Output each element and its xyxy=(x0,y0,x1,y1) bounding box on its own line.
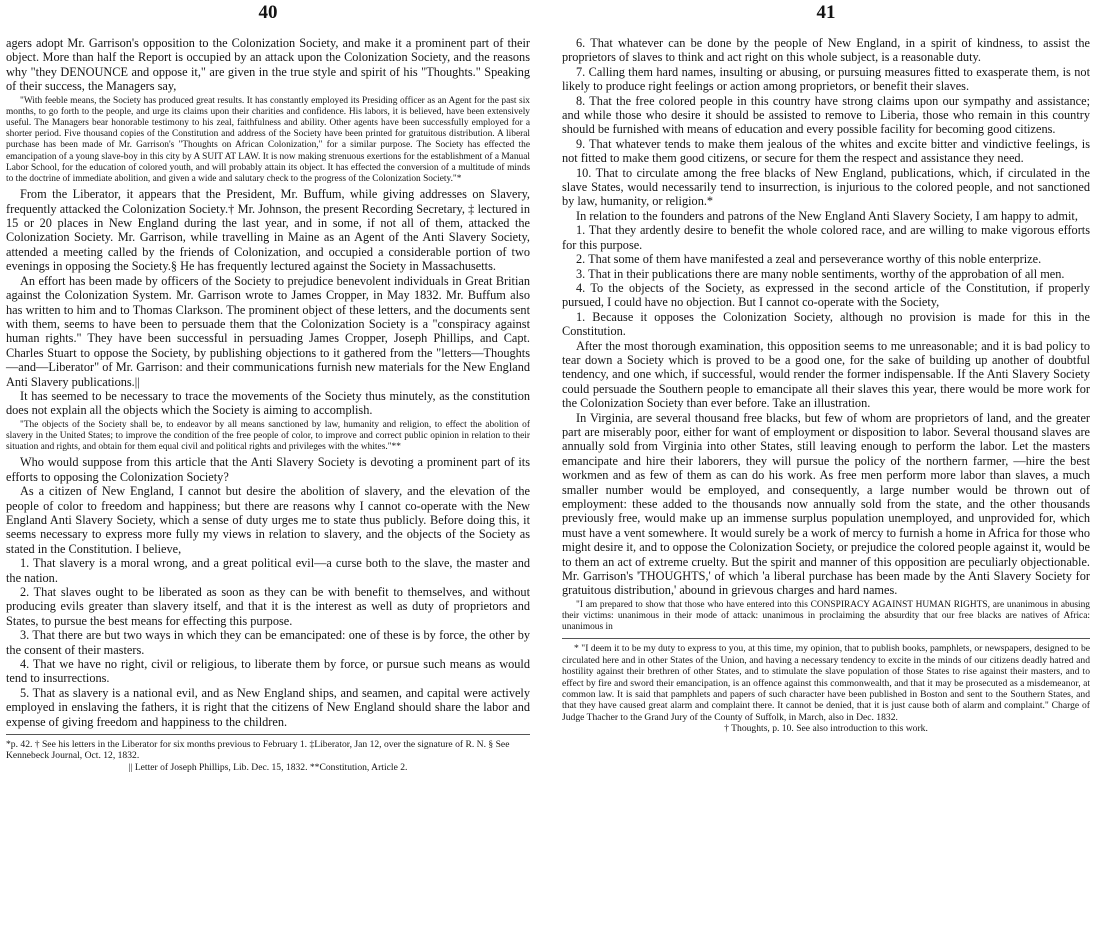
paragraph-relation: In relation to the founders and patrons of the New England Anti Slavery Society, I am happy to admit, xyxy=(576,208,1078,223)
page-number: 40 xyxy=(258,2,278,23)
footnote: || Letter of Joseph Phillips, Lib. Dec. 15, 1832. **Constitution, Article 2. xyxy=(128,761,408,773)
left-page xyxy=(0,0,544,934)
paragraph-liberator: From the Liberator, it appears that the President, Mr. Buffum, while giving addresses on Slavery, frequently attacked the Colonization Society.† Mr. Johnson, the present Recording Secretary, ‡ lectured in 15 or 20 places in New England during the last year, and in some, if not all of them, attacked the Colonization Society. Mr. Garrison, while travelling in Maine as an Agent of the Anti Slavery Society, attended a meeting called by the friends of Colonization, and occupied a considerable portion of two evenings in opposing the Society.§ He has frequently lectured against the Society in Massachusetts. xyxy=(6,187,530,274)
list-item-10: 10. That to circulate among the free blacks of New England, publications, which, if circulated in the slave States, would necessarily tend to insurrection, is injurious to the colored people, and not sanctioned by law, humanity, or religion.* xyxy=(562,165,1090,209)
footnote-star: * "I deem it to be my duty to express to you, at this time, my opinion, that to publish books, pamphlets, or newspapers, designed to be circulated here and in other States of the Union, and having a necessary tendency to excite in the minds of our citizens deadly hatred and hostility against their brethren of other States, and to stimulate the slave population of those States to rise against their masters, and to effect by fire and sword their emancipation, is an offence against this commonwealth, and that it may be prosecuted as a misdemeanor, at common law. It is said that pamphlets and papers of such character have been published in Boston and sent to the Southern States, and that they have caused great alarm and complaint there. It cannot be denied, that it is just cause both of alarm and complaint." Charge of Judge Thacher to the Grand Jury of the County of Suffolk, in March, also in Dec. 1832. xyxy=(562,643,1090,723)
paragraph-who: Who would suppose from this article that the Anti Slavery Society is devoting a prominent part of its efforts to opposing the Colonization Society? xyxy=(6,455,530,484)
footnote-divider xyxy=(562,638,1090,639)
page-number: 41 xyxy=(816,2,836,23)
list-item-5: 5. That as slavery is a national evil, and as New England ships, and seamen, and capital were actively employed in enslaving the fathers, it is right that the citizens of New England should share the labor and expense of giving freedom and happiness to the children. xyxy=(6,685,530,729)
list-item-1: 1. That slavery is a moral wrong, and a great political evil—a curse both to the slave, the master and the nation. xyxy=(6,556,530,585)
paragraph-effort: An effort has been made by officers of the Society to prejudice benevolent individuals in Great Britian against the Colonization System. Mr. Garrison wrote to James Cropper, in May 1832. Mr. Buffum also has written to him and to Thomas Clarkson. The prominent object of these letters, and the documents sent with them, seems to have been to persuade them that the Colonization Society is a "conspiracy against human rights." They have been successful in persuading James Cropper, Joseph Phillips, and Capt. Charles Stuart to oppose the Society, by publishing objections to it gathered from the "letters—Thoughts—and—Liberator" of Mr. Garrison: and their communications furnish new materials for the New England Anti Slavery publications.|| xyxy=(6,273,530,389)
paragraph-citizen: As a citizen of New England, I cannot but desire the abolition of slavery, and the elevation of the people of color to freedom and happiness; but there are reasons why I cannot co-operate with the New England Anti Slavery Society, which a sense of duty urges me to state thus publicly. Before doing this, it seems necessary to express more fully my views in relation to slavery, and the objects of the Society as stated in the Constitution. I believe, xyxy=(6,484,530,556)
paragraph-seemed: It has seemed to be necessary to trace the movements of the Society thus minutely, as the constitution does not explain all the objects which the Society is aiming to accomplish. xyxy=(6,388,530,418)
admission-item-3: 3. That in their publications there are many noble sentiments, worthy of the approbation of all men. xyxy=(576,266,1065,281)
block-quote-conspiracy: "I am prepared to show that those who have entered into this CONSPIRACY AGAINST HUMAN RIGHTS, are unanimous in abusing their victims: unanimous in their mode of attack: unanimous in proclaiming the absurdity that our free blacks are natives of Africa: unanimous in xyxy=(562,599,1090,633)
paragraph-after: After the most thorough examination, this opposition seems to me unreasonable; and it is bad policy to tear down a Society which is proved to be a good one, for the sake of building up another of doubtful tendency, and one which, if successful, would render the former indispensable. If the Anti Slavery Society could persuade the Southern people to emancipate all their slaves this year, there would be more work for the Colonization Society than ever before. Take an illustration. xyxy=(562,338,1090,411)
list-item-7: 7. Calling them hard names, insulting or abusing, or pursuing measures fitted to exasperate them, is not likely to produce right feelings or action among proprietors, or benefit their slaves. xyxy=(562,64,1090,94)
footnote: *p. 42. † See his letters in the Liberator for six months previous to February 1. ‡Liberator, Jan 12, over the signature of R. N. § See Kennebeck Journal, Oct. 12, 1832. xyxy=(6,739,510,762)
paragraph-intro: agers adopt Mr. Garrison's opposition to the Colonization Society, and make it a prominent part of their object. More than half the Report is occupied by an attack upon the Colonization Society, and the reasons why "they DENOUNCE and oppose it," are given in the true style and spirit of his "Thoughts." Speaking of their success, the Managers say, xyxy=(6,36,530,94)
footnote-dagger: † Thoughts, p. 10. See also introduction to this work. xyxy=(724,723,928,735)
right-page xyxy=(550,0,1100,934)
list-item-4: 4. That we have no right, civil or religious, to liberate them by force, or pursue such means as would tend to insurrections. xyxy=(6,657,530,686)
list-item-3: 3. That there are but two ways in which they can be emancipated: one of these is by force, the other by the consent of their masters. xyxy=(6,628,530,657)
footnote-divider xyxy=(6,734,530,735)
list-item-8: 8. That the free colored people in this country have strong claims upon our sympathy and assistance; and while those who desire it should be assisted to remove to Liberia, those who remain in this country should be furnished with means of education and every possible facility for becoming good citizens. xyxy=(562,93,1090,137)
list-item-2: 2. That slaves ought to be liberated as soon as they can be with benefit to themselves, and without producing evils greater than slavery itself, and that it is the interest as well as duty of proprietors and States, to pursue the best means for effecting this purpose. xyxy=(6,585,530,628)
list-item-9: 9. That whatever tends to make them jealous of the whites and excite bitter and vindictive feelings, is not fitted to make them good citizens, or secure for them the respect and assistance they need. xyxy=(562,136,1090,166)
list-item-6: 6. That whatever can be done by the people of New England, in a spirit of kindness, to assist the proprietors of slaves to think and act right on this whole subject, is a reasonable duty. xyxy=(562,36,1090,65)
block-quote-report: "With feeble means, the Society has produced great results. It has constantly employed its Presiding officer as an Agent for the past six months, to go forth to the people, and urge its claims upon their charities and confidence. His labors, it is believed, have been extensively useful. The Managers bear honorable testimony to his zeal, faithfulness and ability. Other agents have been successfully employed for a shorter period. Five thousand copies of the Constitution and address of the Society have been printed for gratuitous distribution. A liberal purchase has been made of Mr. Garrison's "Thoughts on African Colonization," for a similar purpose. The Society has effected the emancipation of a young slave-boy in this city by A SUIT AT LAW. It is now making strenuous exertions for the establishment of a Manual Labor School, for the education of colored youth, and will probably attain its object. It has effected the conversion of a multitude of minds to the doctrine of immediate abolition, and given a wide and salutary check to the progress of the Colonization Society."* xyxy=(6,95,530,185)
admission-item-1: 1. That they ardently desire to benefit the whole colored race, and are willing to make vigorous efforts for this purpose. xyxy=(562,223,1090,252)
paragraph-virginia: In Virginia, are several thousand free blacks, but few of whom are proprietors of land, and the greater part are miserably poor, either for want of employment or disposition to labor. Several thousand slaves are annually sold from Virginia into other States, still leaving enough to perform the labor. Let the masters emancipate and hire their laborers, they will pursue the policy of the northern farmer, —hire the best workmen and as few of them as can do his work. As free men perform more labor than slaves, a much smaller number would be employed, and consequently, a large number would be thrown out of employment: these added to the thousands now annually sold from the state, and the other thousands previously free, would make up an immense surplus population unemployed, and unprovided for, which must have a vent somewhere. It would surely be a work of mercy to furnish a home in Africa for those who might desire it, and to oppose the Colonization Society, or prejudice the colored people against it, would be to them an act of extreme cruelty. But the spirit and manner of this opposition are peculiarly objectionable. Mr. Garrison's 'THOUGHTS,' of which 'a liberal purchase has been made by the Anti Slavery Society for gratuitous distribution,' abound in grievous charges and hard names. xyxy=(562,410,1090,598)
objection-item-1: 1. Because it opposes the Colonization Society, although no provision is made for this in the Constitution. xyxy=(562,309,1090,339)
admission-item-2: 2. That some of them have manifested a zeal and perseverance worthy of this noble enterprize. xyxy=(576,252,1042,267)
block-quote-objects: "The objects of the Society shall be, to endeavor by all means sanctioned by law, humanity and religion, to effect the abolition of slavery in the United States; to improve the condition of the free people of color, to improve and correct public opinion in relation to their situation and rights, and obtain for them equal civil and political rights and privileges with the whites."** xyxy=(6,419,530,453)
admission-item-4: 4. To the objects of the Society, as expressed in the second article of the Constitution, if properly pursued, I could have no objection. But I cannot co-operate with the Society, xyxy=(562,280,1090,310)
